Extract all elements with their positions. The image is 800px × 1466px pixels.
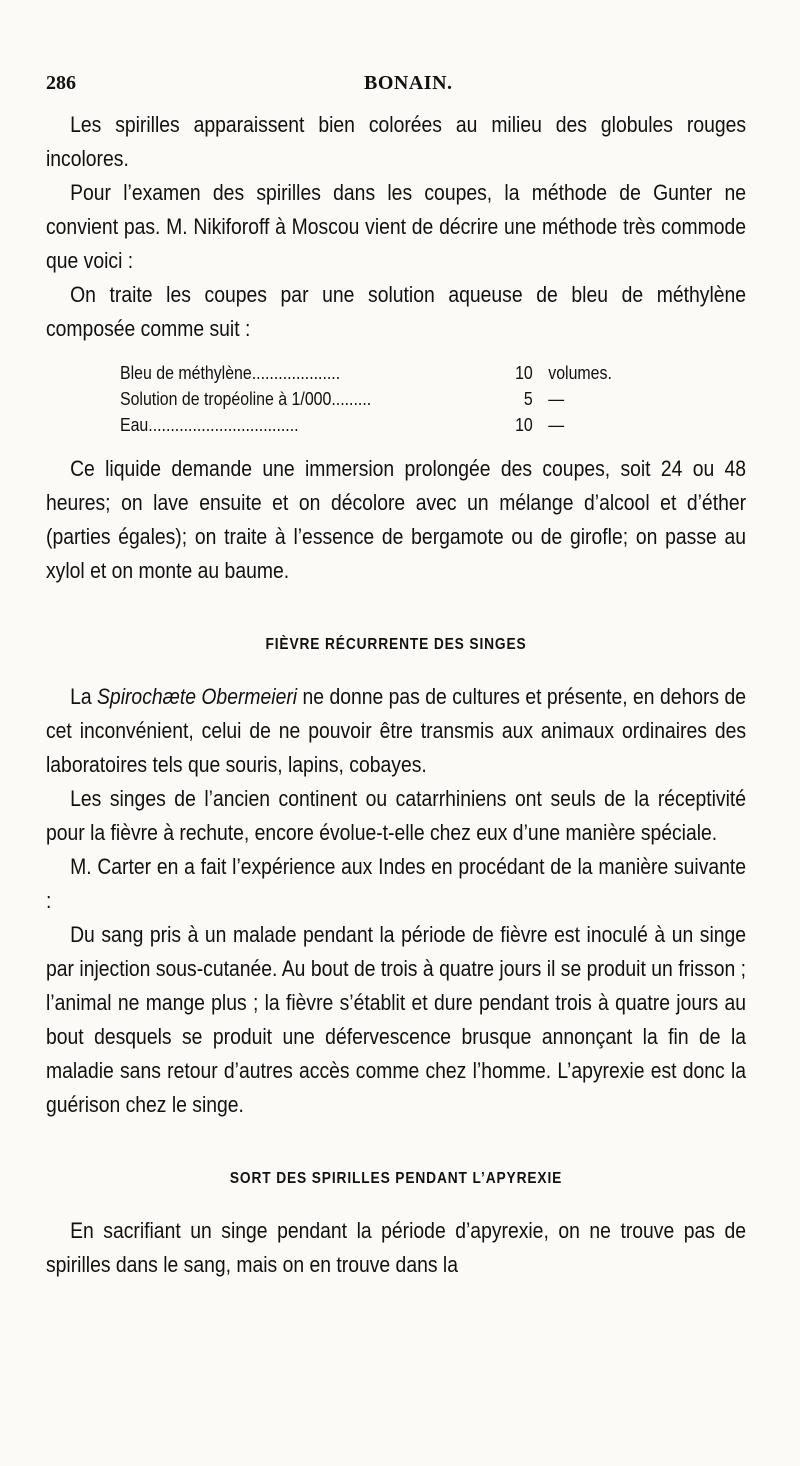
section-title: SORT DES SPIRILLES PENDANT L’APYREXIE (229, 1170, 563, 1187)
paragraph: M. Carter en a fait l’expérience aux Indes en procédant de la manière suivante : (46, 854, 747, 913)
paragraph: Pour l’examen des spirilles dans les coupes, la méthode de Gunter ne convient pas. M. Nikiforoff à Moscou vient de décrire une méthode très commode que voici : (46, 180, 747, 273)
paragraph: Ce liquide demande une immersion prolongée des coupes, soit 24 ou 48 heures; on lave ensuite et on décolore avec un mélange d’alcool et d’éther (parties égales); on traite à l’essence de bergamote ou de girofle; on passe au xylol et on monte au baume. (46, 456, 747, 583)
recipe-quantity: 5 (523, 388, 533, 409)
paragraph: Les spirilles apparaissent bien colorées au milieu des globules rouges incolores. (46, 112, 747, 171)
recipe-row (120, 386, 653, 412)
paragraph: En sacrifiant un singe pendant la période d’apyrexie, on ne trouve pas de spirilles dans le sang, mais on en trouve dans la (46, 1218, 747, 1277)
recipe-unit: — (548, 414, 565, 435)
recipe-row (120, 412, 653, 438)
paragraph: On traite les coupes par une solution aqueuse de bleu de méthylène composée comme suit : (46, 282, 747, 341)
paragraph: Les singes de l’ancien continent ou catarrhiniens ont seuls de la réceptivité pour la fièvre à rechute, encore évolue-t-elle chez eux d’une manière spéciale. (46, 786, 747, 845)
section-title: FIÈVRE RÉCURRENTE DES SINGES (265, 636, 527, 653)
recipe-unit: volumes. (548, 362, 612, 383)
recipe-table (120, 360, 653, 438)
recipe-ingredient: Solution de tropéoline à 1/000......... (119, 388, 372, 409)
species-name: Spirochæte Obermeieri (97, 684, 298, 709)
recipe-row (120, 360, 653, 386)
page-number: 286 (46, 72, 76, 94)
text-run: La (70, 684, 98, 709)
recipe-unit: — (548, 388, 565, 409)
recipe-quantity: 10 (515, 362, 533, 383)
paragraph: Du sang pris à un malade pendant la période de fièvre est inoculé à un singe par injection sous-cutanée. Au bout de trois à quatre jours il se produit un frisson ; l’animal ne mange plus ; la fièvre s’établit et dure pendant trois à quatre jours au bout desquels se produit une défervescence brusque annonçant la fin de la maladie sans retour d’autres accès comme chez l’homme. L’apyrexie est donc la guérison chez le singe. (46, 922, 747, 1117)
page-header (46, 72, 746, 98)
running-head: BONAIN. (364, 72, 453, 94)
recipe-ingredient: Bleu de méthylène.................... (119, 362, 341, 383)
text-run: ne donne pas de cultures et présente, en dehors de cet inconvénient, celui de ne pouvoir être transmis aux animaux ordinaires des laboratoires tels que souris, lapins, cobayes. (46, 684, 747, 777)
page-body (46, 108, 746, 1282)
recipe-ingredient: Eau.................................. (119, 414, 299, 435)
recipe-quantity: 10 (515, 414, 533, 435)
paragraph (46, 680, 746, 782)
